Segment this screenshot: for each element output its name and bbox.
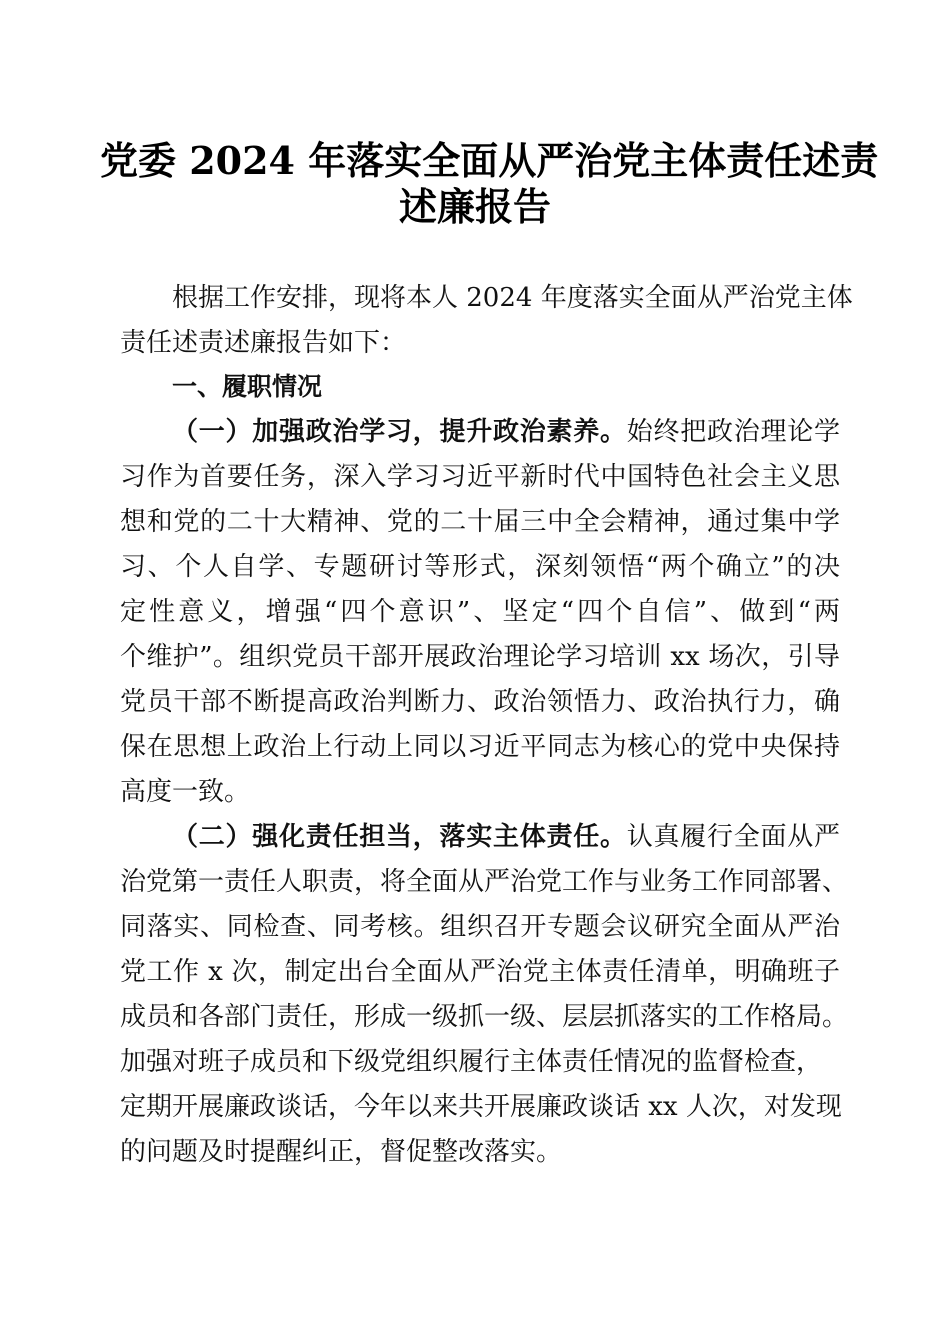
para1-line: 习作为首要任务，深入学习习近平新时代中国特色社会主义思: [120, 462, 840, 492]
intro-line: 责任述责述廉报告如下：: [120, 328, 407, 358]
para1-line: 定性意义，增强“四个意识”、坚定“四个自信”、做到“两: [120, 597, 840, 627]
para2-line: 加强对班子成员和下级党组织履行主体责任情况的监督检查，: [120, 1047, 823, 1077]
para1-first-line: [120, 409, 840, 455]
para1-line: 党员干部不断提高政治判断力、政治领悟力、政治执行力，确: [120, 687, 840, 717]
section-heading: 一、履职情况: [172, 372, 323, 401]
para2-lead: （二）强化责任担当，落实主体责任。: [172, 822, 627, 852]
para2-line: 同落实、同检查、同考核。组织召开专题会议研究全面从严治: [120, 912, 840, 942]
document-title-line1: 党委 2024 年落实全面从严治党主体责任述责: [100, 138, 879, 183]
para1-line: 高度一致。: [120, 777, 251, 807]
para1-line: 想和党的二十大精神、党的二十届三中全会精神，通过集中学: [120, 507, 840, 537]
document-title-line2: 述廉报告: [398, 184, 551, 229]
para2-line: 治党第一责任人职责，将全面从严治党工作与业务工作同部署、: [120, 867, 849, 897]
para2-line: 的问题及时提醒纠正，督促整改落实。: [120, 1137, 563, 1167]
para2-line: 成员和各部门责任，形成一级抓一级、层层抓落实的工作格局。: [120, 1002, 849, 1032]
para1-line: 习、个人自学、专题研讨等形式，深刻领悟“两个确立”的决: [120, 552, 840, 582]
para2-line: 定期开展廉政谈话，今年以来共开展廉政谈话 xx 人次，对发现: [120, 1092, 842, 1122]
para1-lead: （一）加强政治学习，提升政治素养。: [172, 417, 627, 447]
intro-line: 根据工作安排，现将本人 2024 年度落实全面从严治党主体: [172, 283, 853, 313]
para1-line: 保在思想上政治上行动上同以习近平同志为核心的党中央保持: [120, 732, 840, 762]
para1-first-line-rest: 始终把政治理论学: [626, 417, 840, 447]
para1-line: 个维护”。组织党员干部开展政治理论学习培训 xx 场次，引导: [120, 642, 840, 672]
para2-first-line-rest: 认真履行全面从严: [626, 822, 840, 852]
para2-first-line: [120, 814, 840, 860]
para2-line: 党工作 x 次，制定出台全面从严治党主体责任清单，明确班子: [120, 957, 840, 987]
